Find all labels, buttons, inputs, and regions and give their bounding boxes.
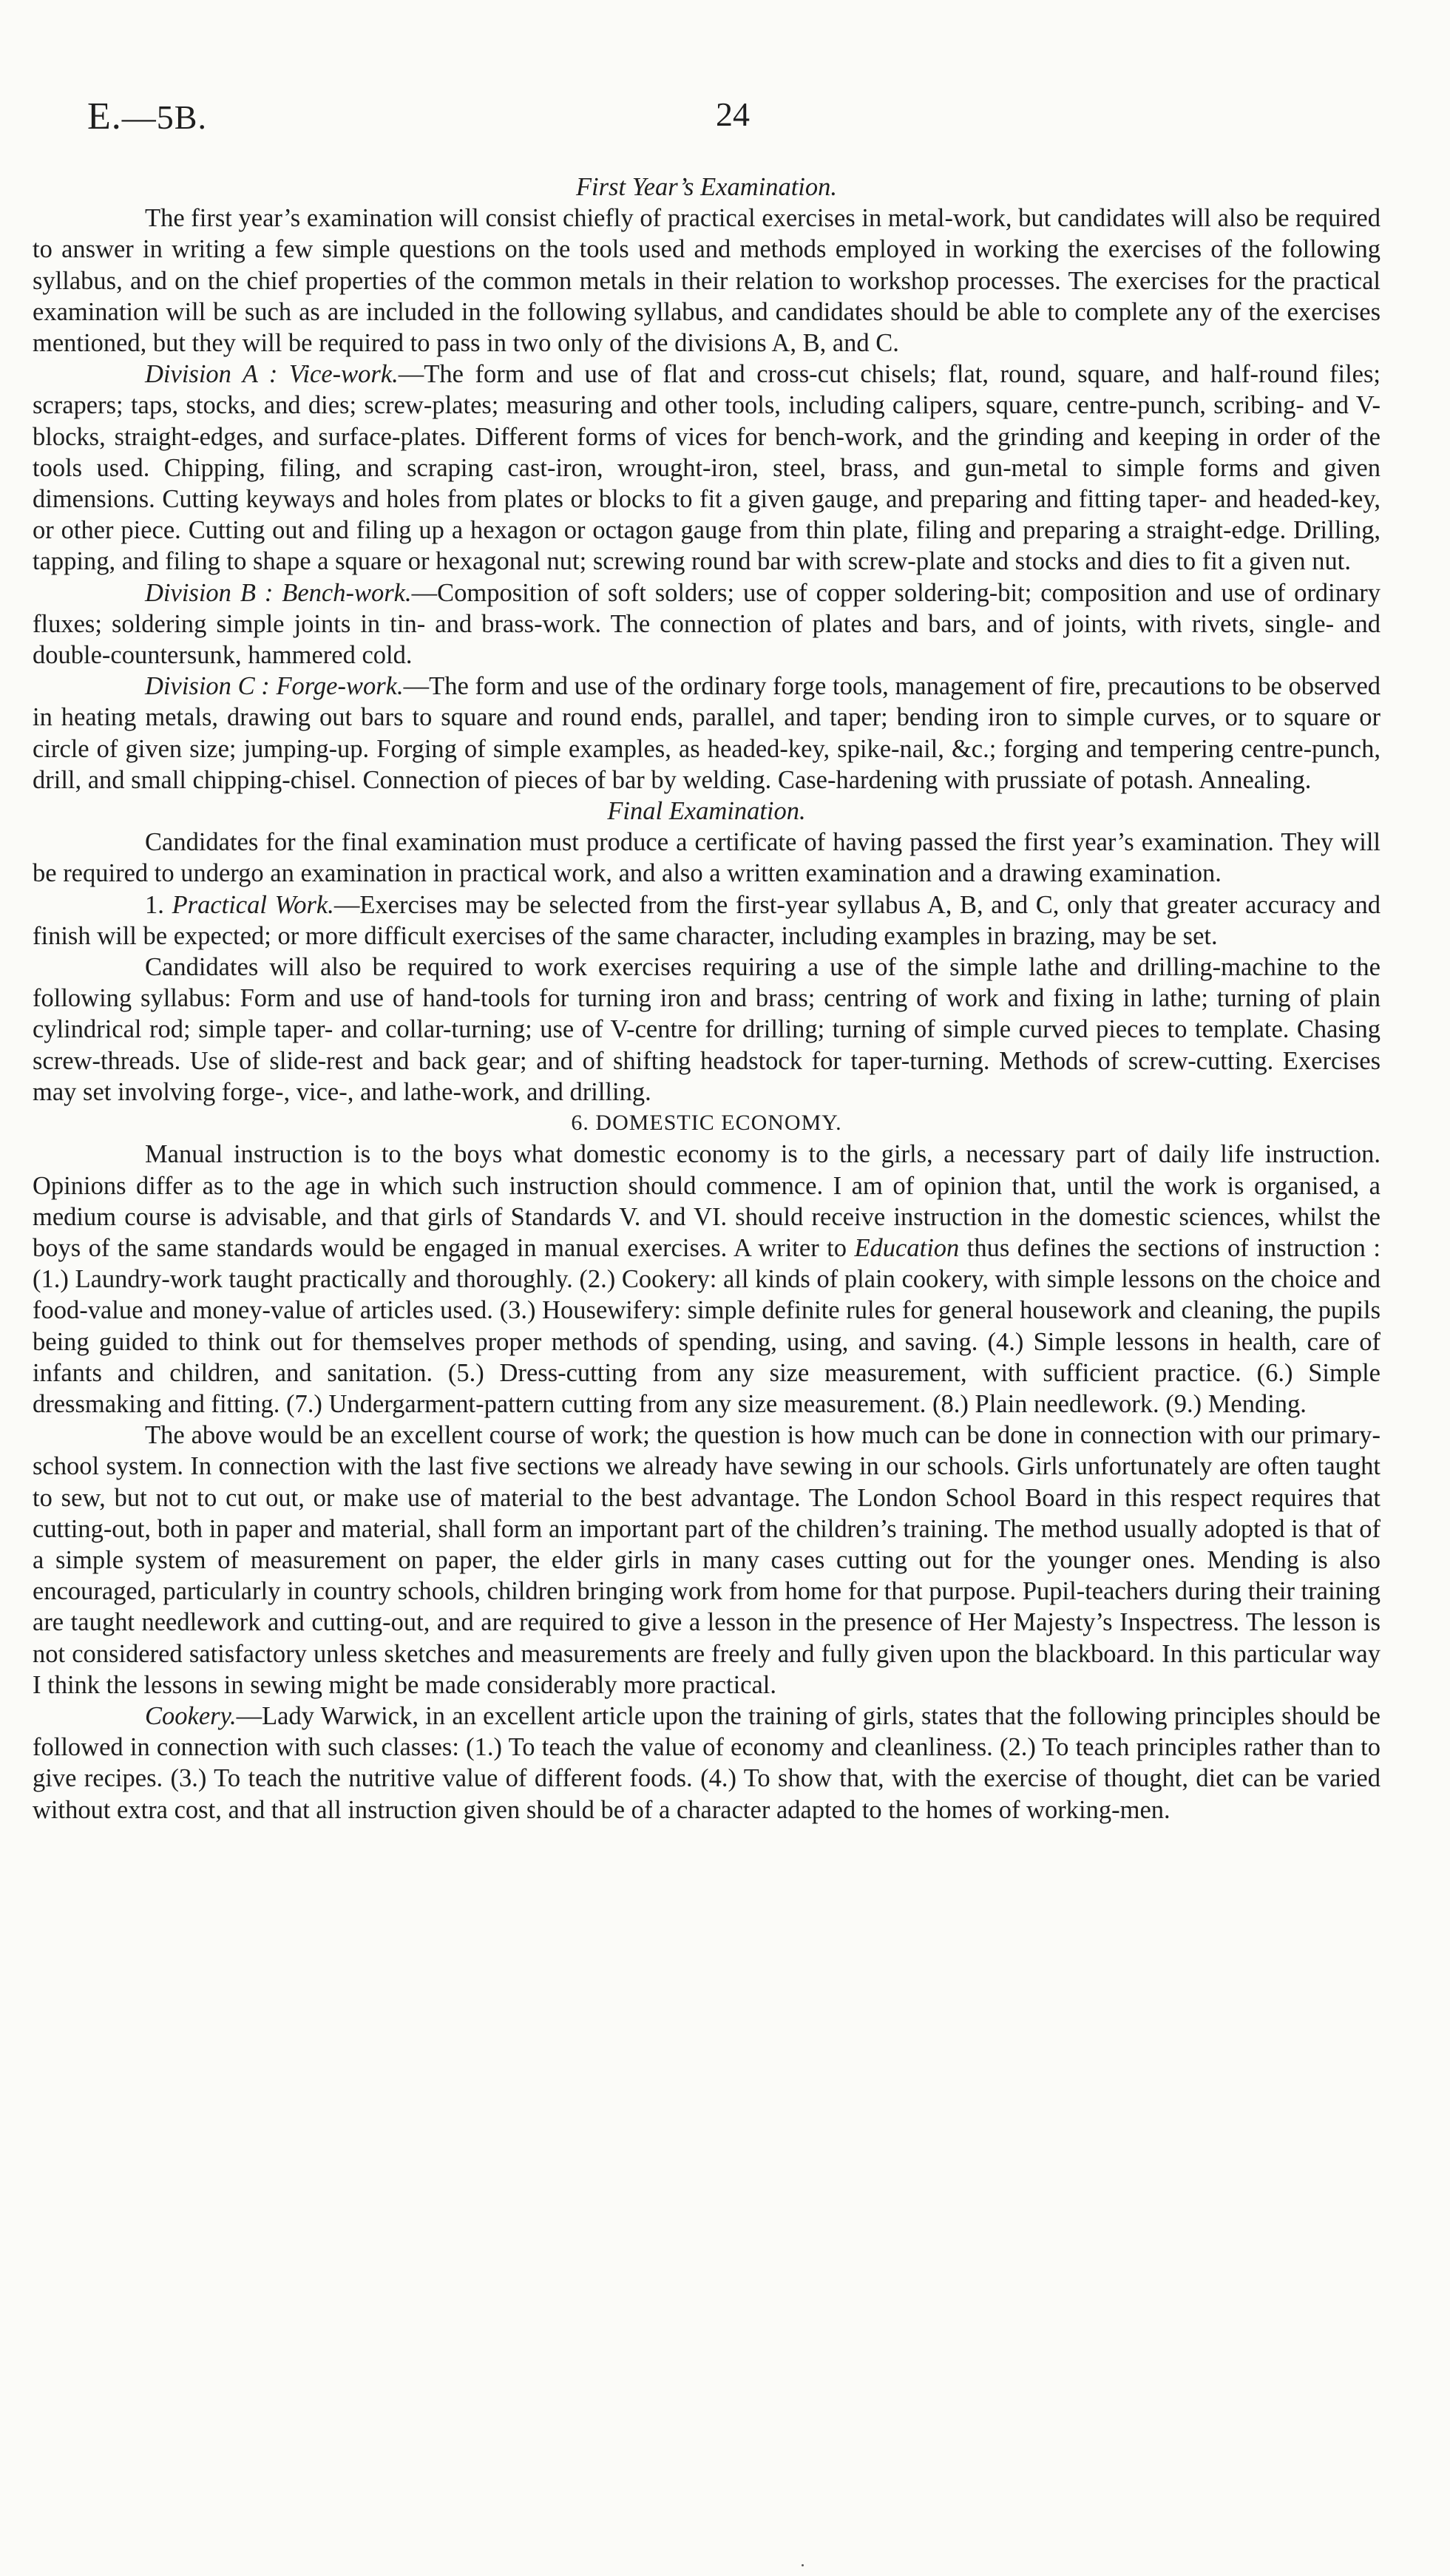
practical-work-text: —Exercises may be selected from the first-year syllabus A, B, and C, only that greater accuracy and finish will be expected; or more difficult exercises of the same character, including examples in brazing, may be set.	[33, 890, 1380, 950]
sewing-paragraph: The above would be an excellent course of work; the question is how much can be done in connection with our primary-school system. In connection with the last five sections we already have sewing in our schools. Girls unfortunately are often taught to sew, but not to cut out, or make use of material to the best advantage. The London School Board in this respect requires that cutting-out, both in paper and material, shall form an important part of the children’s training. The method usually adopted is that of a simple system of measurement on paper, the elder girls in many cases cutting out for the younger ones. Mending is also encouraged, particularly in country schools, children bringing work from home for that purpose. Pupil-teachers during their training are taught needlework and cutting-out, and are required to give a lesson in the presence of Her Majesty’s Inspectress. The lesson is not considered satisfactory unless sketches and measurements are freely and fully given upon the blackboard. In this particular way I think the lessons in sewing might be made considerably more practical.	[33, 1421, 1380, 1699]
practical-work-number: 1.	[145, 890, 172, 919]
domestic-intro-text-b: thus defines the sections of instruction : (1.) Laundry-work taught practically and thoroughly. (2.) Cookery: all kinds of plain cookery, with simple lessons on the choice and food-value and money-value of articles used. (3.) Housewifery: simple definite rules for general housework and cleaning, the pupils being guided to think out for themselves proper methods of spending, using, and saving. (4.) Simple lessons in health, care of infants and children, and sanitation. (5.) Dress-cutting from any size measurement, with sufficient practice. (6.) Simple dressmaking and fitting. (7.) Undergarment-pattern cutting from any size measurement. (8.) Plain needlework. (9.) Mending.	[33, 1233, 1380, 1418]
division-c-text: —The form and use of the ordinary forge tools, management of fire, precautions to be observed in heating metals, drawing out bars to square and round ends, parallel, and taper; bending iron to simple curves, or to square or circle of given size; jumping-up. Forging of simple examples, as headed-key, spike-nail, &c.; forging and tempering centre-punch, drill, and small chipping-chisel. Connection of pieces of bar by welding. Case-hardening with prussiate of potash. Annealing.	[33, 672, 1381, 794]
final-exam-intro-paragraph: Candidates for the final examination must produce a certificate of having passed the first year’s examination. They will be required to undergo an examination in practical work, and also a written examination and a drawing examination.	[33, 828, 1380, 888]
lathe-work-paragraph: Candidates will also be required to work exercises requiring a use of the simple lathe and drilling-machine to the following syllabus: Form and use of hand-tools for turning iron and brass; centring of work and fixing in lathe; turning of plain cylindrical rod; simple taper- and collar-turning; use of V-centre for drilling; turning of simple curved pieces to template. Chasing screw-threads. Use of slide-rest and back gear; and of shifting headstock for taper-turning. Methods of screw-cutting. Exercises may set involving forge-, vice-, and lathe-work, and drilling.	[33, 953, 1380, 1106]
division-a-text: —The form and use of flat and cross-cut chisels; flat, round, square, and half-round files; scrapers; taps, stocks, and dies; screw-plates; measuring and other tools, including calipers, square, centre-punch, scribing- and V-blocks, straight-edges, and surface-plates. Different forms of vices for bench-work, and the grinding and keeping in order of the tools used. Chipping, filing, and scraping cast-iron, wrought-iron, steel, brass, and gun-metal to simple forms and given dimensions. Cutting keyways and holes from plates or blocks to fit a given gauge, and preparing and fitting taper- and headed-key, or other piece. Cutting out and filing up a hexagon or octagon gauge from thin plate, filing and preparing a straight-edge. Drilling, tapping, and filing to shape a square or hexagonal nut; screwing round bar with screw-plate and stocks and dies to fit a given nut.	[33, 360, 1380, 576]
page-header	[0, 0, 1450, 148]
reference-series: E.	[87, 95, 122, 138]
document-reference	[87, 95, 207, 138]
cookery-label: Cookery.	[145, 1701, 237, 1730]
division-a-paragraph	[33, 359, 1380, 577]
cookery-paragraph	[33, 1701, 1380, 1826]
division-c-label: Division C : Forge-work.	[145, 672, 404, 701]
scan-speck	[802, 2564, 804, 2566]
reference-number: —5B.	[121, 98, 207, 136]
education-journal-title: Education	[854, 1233, 960, 1262]
domestic-economy-heading: 6. DOMESTIC ECONOMY.	[571, 1111, 842, 1136]
practical-work-paragraph	[33, 889, 1380, 952]
division-c-paragraph	[33, 671, 1380, 796]
division-a-label: Division A : Vice-work.	[145, 360, 399, 389]
practical-work-label: Practical Work.	[172, 890, 334, 919]
cookery-text: —Lady Warwick, in an excellent article upon the training of girls, states that the following principles should be followed in connection with such classes: (1.) To teach the value of economy and cleanliness. (2.) To teach principles rather than to give recipes. (3.) To teach the nutritive value of different foods. (4.) To show that, with the exercise of thought, diet can be varied without extra cost, and that all instruction given should be of a character adapted to the homes of working-men.	[33, 1701, 1380, 1824]
final-exam-heading: Final Examination.	[607, 797, 806, 826]
first-year-intro-paragraph: The first year’s examination will consist chiefly of practical exercises in metal-work, but candidates will also be required to answer in writing a few simple questions on the tools used and methods employed in working the exercises of the following syllabus, and on the chief properties of the common metals in their relation to workshop processes. The exercises for the practical examination will be such as are included in the following syllabus, and candidates should be able to complete any of the exercises mentioned, but they will be required to pass in two only of the divisions A, B, and C.	[33, 204, 1380, 358]
division-b-text: —Composition of soft solders; use of copper soldering-bit; composition and use of ordinary fluxes; soldering simple joints in tin- and brass-work. The connection of plates and bars, and of joints, with rivets, single- and double-countersunk, hammered cold.	[33, 578, 1380, 670]
page-number: 24	[716, 95, 750, 133]
domestic-intro-text-a: Manual instruction is to the boys what domestic economy is to the girls, a necessary part of daily life instruction. Opinions differ as to the age in which such instruction should commence. I am of opinion that, until the work is organised, a medium course is advisable, and that girls of Standards V. and VI. should receive instruction in the domestic sciences, whilst the boys of the same standards would be engaged in manual exercises. A writer to	[33, 1140, 1380, 1262]
division-b-label: Division B : Bench-work.	[145, 578, 412, 607]
document-body	[33, 172, 1380, 1826]
domestic-intro-paragraph	[33, 1139, 1380, 1420]
division-b-paragraph	[33, 577, 1380, 671]
first-year-heading: First Year’s Examination.	[575, 173, 838, 201]
